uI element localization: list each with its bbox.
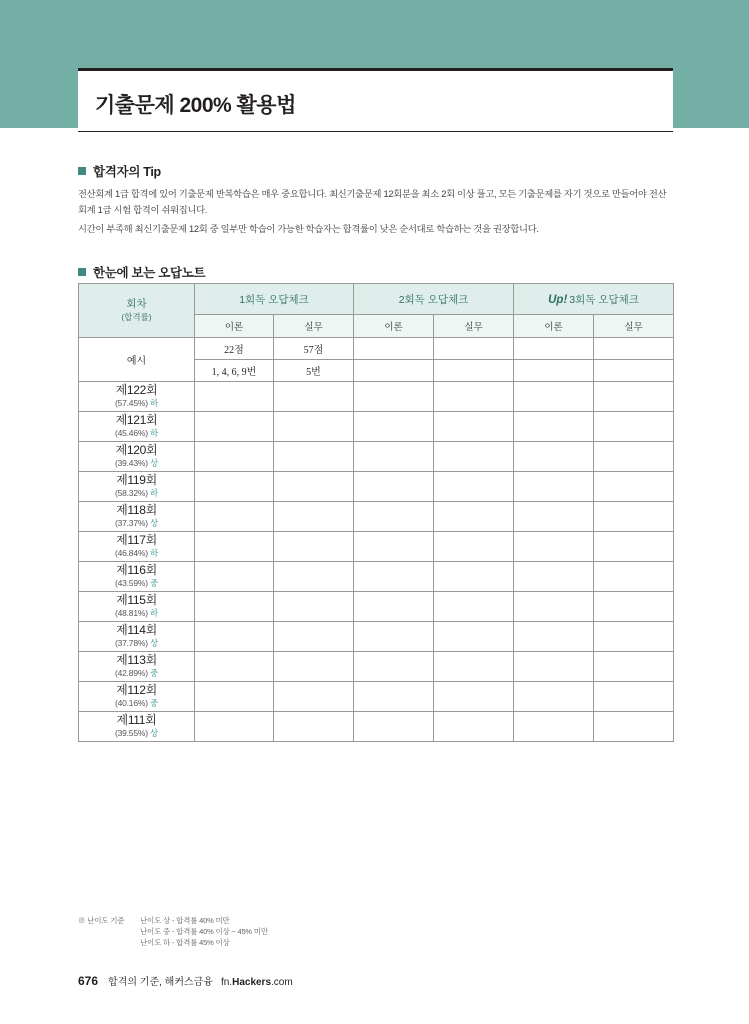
round-rate-value: (57.45%)	[114, 397, 148, 408]
table-row	[79, 442, 674, 472]
note-cell[interactable]	[195, 382, 274, 412]
note-cell[interactable]	[195, 622, 274, 652]
note-cell[interactable]	[274, 652, 354, 682]
round-rate-value: (37.78%)	[114, 637, 148, 648]
brand-logo	[221, 977, 293, 988]
example2-cell-practice-2	[434, 360, 514, 382]
note-cell[interactable]	[514, 592, 594, 622]
example-cell-practice-3	[594, 338, 674, 360]
round-rate-value: (58.32%)	[114, 487, 148, 498]
example2-cell-theory-1: 1, 4, 6, 9번	[195, 360, 274, 382]
note-cell[interactable]	[514, 502, 594, 532]
example-cell-theory-1: 22점	[195, 338, 274, 360]
note-cell[interactable]	[354, 712, 434, 742]
table-row	[79, 562, 674, 592]
round-cell	[79, 502, 195, 532]
round-number: 제122회	[115, 382, 158, 397]
note-cell[interactable]	[514, 532, 594, 562]
table-header-group-row	[79, 284, 674, 315]
note-cell[interactable]	[354, 532, 434, 562]
page-footer	[78, 973, 293, 988]
col-header-round-line1: 회차	[126, 297, 147, 310]
table-body	[79, 382, 674, 742]
round-rate	[79, 547, 194, 560]
round-rate-value: (39.55%)	[114, 727, 148, 738]
note-cell[interactable]	[514, 472, 594, 502]
round-rate	[79, 457, 194, 470]
title-block	[78, 68, 673, 132]
note-cell[interactable]	[274, 562, 354, 592]
round-rate	[79, 517, 194, 530]
col-header-round2	[354, 284, 514, 315]
note-cell[interactable]	[195, 472, 274, 502]
note-cell[interactable]	[514, 682, 594, 712]
note-cell[interactable]	[594, 442, 674, 472]
example-cell-practice-1: 57점	[274, 338, 354, 360]
round-rate-value: (43.59%)	[114, 577, 148, 588]
note-cell[interactable]	[354, 382, 434, 412]
note-cell[interactable]	[514, 652, 594, 682]
round-rate	[79, 487, 194, 500]
round-rate	[79, 697, 194, 710]
note-cell[interactable]	[594, 502, 674, 532]
round-cell	[79, 472, 195, 502]
tip-paragraph-1: 전산회계 1급 합격에 있어 기출문제 반복학습은 매우 중요합니다. 최신기출문제 12회분을 최소 2회 이상 풀고, 모든 기출문제를 자기 것으로 만들어야 전산회계 1급 시험 합격이 쉬워집니다.	[78, 189, 667, 215]
round-rate-value: (40.16%)	[114, 697, 148, 708]
note-cell[interactable]	[434, 502, 514, 532]
note-cell[interactable]	[195, 562, 274, 592]
round-rate-value: (48.81%)	[114, 607, 148, 618]
col-header-round	[79, 284, 195, 338]
footer-text: 합격의 기준, 해커스금융	[108, 977, 213, 988]
note-cell[interactable]	[274, 502, 354, 532]
section-heading-tip	[78, 162, 161, 180]
subcol-theory-2: 이론	[354, 315, 434, 338]
round-number: 제115회	[116, 592, 157, 607]
note-cell[interactable]	[514, 412, 594, 442]
example2-cell-practice-1: 5번	[274, 360, 354, 382]
table-row	[79, 712, 674, 742]
note-cell[interactable]	[354, 412, 434, 442]
brand-prefix: fn.	[220, 977, 233, 988]
note-cell[interactable]	[594, 472, 674, 502]
note-cell[interactable]	[594, 682, 674, 712]
round-level: 중	[150, 667, 159, 678]
note-cell[interactable]	[274, 682, 354, 712]
note-cell[interactable]	[434, 622, 514, 652]
note-cell[interactable]	[434, 562, 514, 592]
bullet-square-icon	[78, 167, 86, 175]
round-number: 제116회	[116, 562, 157, 577]
round-rate	[79, 667, 194, 680]
round-number: 제112회	[116, 682, 157, 697]
note-cell[interactable]	[434, 442, 514, 472]
note-cell[interactable]	[354, 502, 434, 532]
round-cell	[79, 712, 195, 742]
round-level: 상	[150, 517, 159, 528]
round-rate	[79, 577, 194, 590]
note-cell[interactable]	[594, 592, 674, 622]
col-header-round-line2: (합격률)	[121, 311, 152, 322]
note-cell[interactable]	[354, 592, 434, 622]
table-row	[79, 622, 674, 652]
col-header-round2-label: 2회독 오답체크	[398, 293, 469, 306]
table-row	[79, 472, 674, 502]
brand-main: Hackers	[232, 977, 272, 988]
note-cell[interactable]	[195, 502, 274, 532]
note-cell[interactable]	[434, 532, 514, 562]
note-cell[interactable]	[434, 472, 514, 502]
round-cell	[79, 442, 195, 472]
note-cell[interactable]	[594, 412, 674, 442]
round-cell	[79, 532, 195, 562]
round-number: 제118회	[116, 502, 157, 517]
round-number: 제121회	[115, 412, 158, 427]
subcol-theory-1: 이론	[195, 315, 274, 338]
round-rate-value: (39.43%)	[114, 457, 148, 468]
brand-suffix: .com	[271, 977, 293, 988]
note-cell[interactable]	[434, 682, 514, 712]
note-cell[interactable]	[594, 532, 674, 562]
note-cell[interactable]	[594, 652, 674, 682]
footnote-line-3: 난이도 하 - 합격률 45% 이상	[140, 938, 230, 947]
round-rate-value: (37.37%)	[114, 517, 148, 528]
subcol-practice-2: 실무	[434, 315, 514, 338]
round-rate-value: (45.46%)	[114, 427, 148, 438]
note-cell[interactable]	[354, 652, 434, 682]
note-cell[interactable]	[274, 412, 354, 442]
note-cell[interactable]	[594, 382, 674, 412]
note-cell[interactable]	[434, 412, 514, 442]
note-cell[interactable]	[354, 622, 434, 652]
note-cell[interactable]	[354, 472, 434, 502]
note-cell[interactable]	[274, 622, 354, 652]
round-number: 제111회	[116, 712, 157, 727]
bullet-square-icon-2	[78, 268, 86, 276]
note-cell[interactable]	[594, 562, 674, 592]
wrong-answer-note-table	[78, 283, 674, 742]
round-cell	[79, 652, 195, 682]
col-header-round1-label: 1회독 오답체크	[239, 293, 309, 306]
col-header-round1	[195, 284, 354, 315]
note-cell[interactable]	[434, 652, 514, 682]
note-cell[interactable]	[514, 382, 594, 412]
subcol-theory-3: 이론	[514, 315, 594, 338]
round-level: 중	[150, 697, 159, 708]
section-heading-tip-label: 합격자의 Tip	[93, 165, 161, 179]
round-rate	[79, 427, 194, 440]
note-cell[interactable]	[195, 682, 274, 712]
round-cell	[79, 382, 195, 412]
note-cell[interactable]	[195, 442, 274, 472]
table-row	[79, 502, 674, 532]
table-row	[79, 412, 674, 442]
footnote	[78, 915, 268, 948]
round-level: 상	[150, 637, 159, 648]
round-cell	[79, 592, 195, 622]
note-cell[interactable]	[195, 532, 274, 562]
subcol-practice-1: 실무	[274, 315, 354, 338]
note-cell[interactable]	[195, 412, 274, 442]
round-number: 제119회	[116, 472, 157, 487]
round-rate	[79, 607, 194, 620]
footnote-line-2: 난이도 중 - 합격률 40% 이상 ~ 45% 미만	[140, 927, 268, 936]
table-row	[79, 652, 674, 682]
round-number: 제113회	[116, 652, 157, 667]
round-level: 하	[150, 487, 159, 498]
round-level: 중	[150, 577, 159, 588]
round-level: 하	[150, 547, 159, 558]
section-heading-note-label: 한눈에 보는 오답노트	[93, 266, 206, 280]
note-cell[interactable]	[514, 622, 594, 652]
note-cell[interactable]	[354, 442, 434, 472]
note-cell[interactable]	[434, 382, 514, 412]
table-row	[79, 382, 674, 412]
note-cell[interactable]	[195, 712, 274, 742]
table-row-example-1	[79, 338, 674, 360]
table-row	[79, 532, 674, 562]
example-cell-practice-2	[434, 338, 514, 360]
round-cell	[79, 412, 195, 442]
round-level: 하	[150, 397, 159, 408]
page-title: 기출문제 200% 활용법	[95, 94, 296, 117]
round-rate	[79, 637, 194, 650]
example-cell-theory-2	[354, 338, 434, 360]
example2-cell-theory-2	[354, 360, 434, 382]
note-cell[interactable]	[514, 562, 594, 592]
footnote-line-1: 난이도 상 - 합격률 40% 미만	[140, 916, 230, 925]
round-cell	[79, 562, 195, 592]
example-cell-theory-3	[514, 338, 594, 360]
col-header-round3-label: 3회독 오답체크	[569, 293, 639, 306]
page-number: 676	[78, 974, 99, 988]
note-cell[interactable]	[274, 472, 354, 502]
example2-cell-practice-3	[594, 360, 674, 382]
round-rate	[79, 727, 194, 740]
note-cell[interactable]	[434, 712, 514, 742]
up-badge: Up!	[548, 293, 568, 306]
note-cell[interactable]	[195, 652, 274, 682]
tip-paragraph-2: 시간이 부족해 최신기출문제 12회 중 일부만 학습이 가능한 학습자는 합격률이 낮은 순서대로 학습하는 것을 권장합니다.	[78, 224, 539, 234]
note-cell[interactable]	[274, 532, 354, 562]
round-rate-value: (42.89%)	[114, 667, 148, 678]
note-cell[interactable]	[274, 592, 354, 622]
round-rate-value: (46.84%)	[114, 547, 148, 558]
round-level: 하	[150, 427, 159, 438]
round-cell	[79, 682, 195, 712]
note-cell[interactable]	[594, 712, 674, 742]
subcol-practice-3: 실무	[594, 315, 674, 338]
col-header-round3	[514, 284, 674, 315]
section-heading-note	[78, 263, 205, 281]
note-cell[interactable]	[274, 712, 354, 742]
round-level: 상	[150, 727, 159, 738]
round-cell	[79, 622, 195, 652]
table-row	[79, 592, 674, 622]
round-number: 제114회	[116, 622, 157, 637]
example2-cell-theory-3	[514, 360, 594, 382]
round-level: 상	[150, 457, 159, 468]
round-rate	[79, 397, 194, 410]
note-cell[interactable]	[274, 442, 354, 472]
note-cell[interactable]	[195, 592, 274, 622]
note-cell[interactable]	[594, 622, 674, 652]
round-level: 하	[150, 607, 159, 618]
table-row	[79, 682, 674, 712]
note-cell[interactable]	[434, 592, 514, 622]
note-cell[interactable]	[274, 382, 354, 412]
round-number: 제120회	[115, 442, 158, 457]
note-cell[interactable]	[514, 442, 594, 472]
note-cell[interactable]	[514, 712, 594, 742]
example-label: 예시	[79, 338, 195, 382]
footnote-lead: ※ 난이도 기준	[78, 916, 125, 925]
note-cell[interactable]	[354, 682, 434, 712]
note-cell[interactable]	[354, 562, 434, 592]
round-number: 제117회	[116, 532, 157, 547]
